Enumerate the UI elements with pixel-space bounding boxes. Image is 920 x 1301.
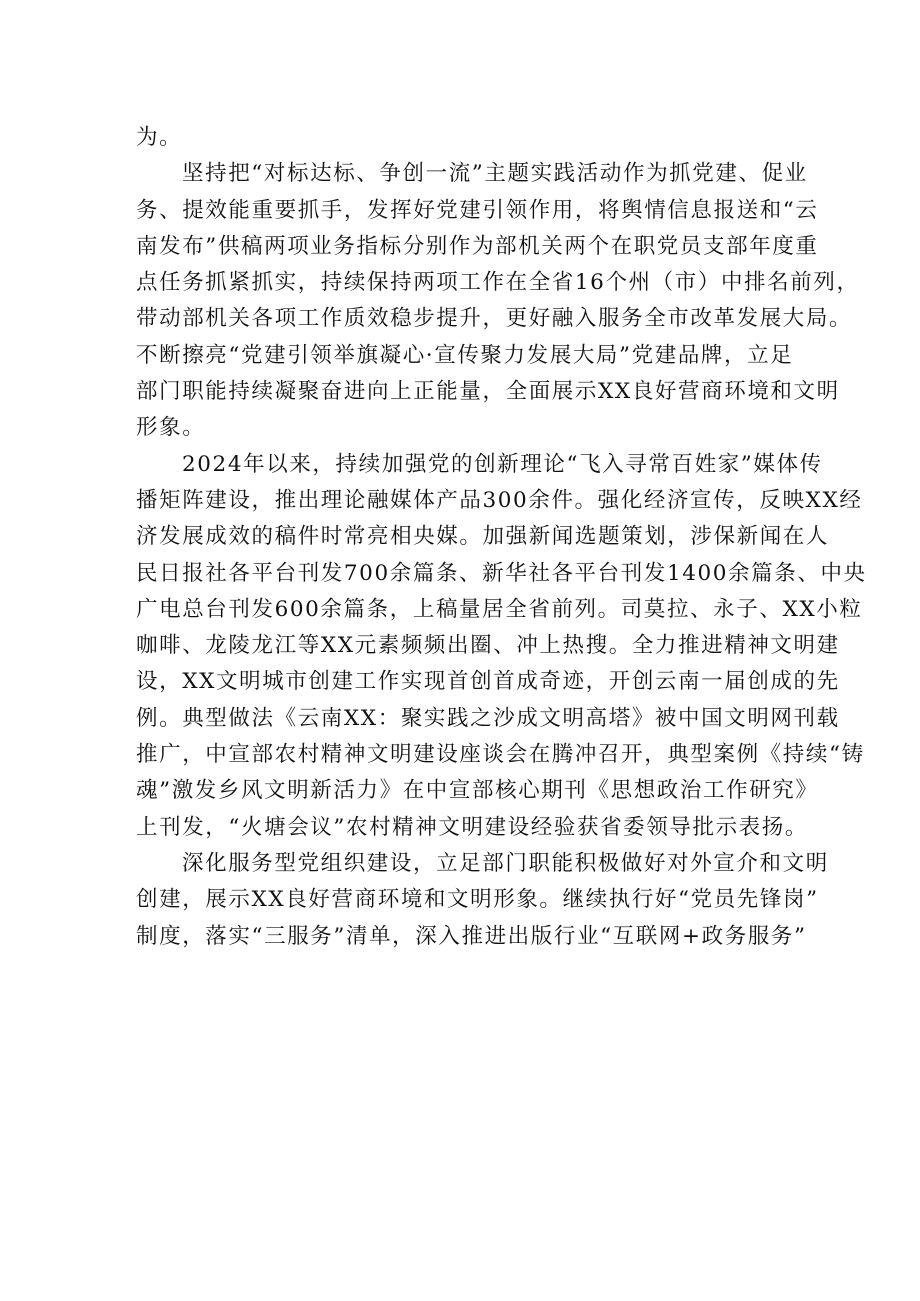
paragraph-1 <box>136 120 796 156</box>
text-line: 带动部机关各项工作质效稳步提升，更好融入服务全市改革发展大局。 <box>136 306 853 332</box>
text-line: 魂”激发乡风文明新活力》在中宣部核心期刊《思想政治工作研究》 <box>136 778 819 804</box>
paragraph-4 <box>136 846 829 955</box>
text-line: 推广，中宣部农村精神文明建设座谈会在腾冲召开，典型案例《持续“铸 <box>136 742 865 768</box>
text-line: 点任务抓紧抓实，持续保持两项工作在全省16个州（市）中排名前列， <box>136 270 860 296</box>
text-line: 务、提效能重要抓手，发挥好党建引领作用，将舆情信息报送和“云 <box>136 197 819 223</box>
text-line: 创建，展示XX良好营商环境和文明形象。继续执行好“党员先锋岗” <box>136 887 819 913</box>
text-line: 形象。 <box>136 415 206 441</box>
text-line: 民日报社各平台刊发700余篇条、新华社各平台刊发1400余篇条、中央 <box>136 560 867 586</box>
text-line: 上刊发，“火塘会议”农村精神文明建设经验获省委领导批示表扬。 <box>136 814 808 840</box>
text-line: 南发布”供稿两项业务指标分别作为部机关两个在职党员支部年度重 <box>136 233 819 259</box>
text-line: 制度，落实“三服务”清单，深入推进出版行业“互联网+政务服务” <box>136 923 807 949</box>
text-line: 例。典型做法《云南XX：聚实践之沙成文明高塔》被中国文明网刊载 <box>136 705 840 731</box>
text-line: 广电总台刊发600余篇条，上稿量居全省前列。司莫拉、永子、XX小粒 <box>136 596 863 622</box>
paragraph-2 <box>136 156 860 446</box>
text-line: 为。 <box>136 125 183 150</box>
paragraph-3 <box>136 447 867 846</box>
text-line: 不断擦亮“党建引领举旗凝心·宣传聚力发展大局”党建品牌，立足 <box>136 342 794 368</box>
text-line: 设，XX文明城市创建工作实现首创首成奇迹，开创云南一届创成的先 <box>136 669 840 695</box>
text-line: 济发展成效的稿件时常亮相央媒。加强新闻选题策划，涉保新闻在人 <box>136 524 830 550</box>
text-line: 咖啡、龙陵龙江等XX元素频频出圈、冲上热搜。全力推进精神文明建 <box>136 633 840 659</box>
document-body <box>136 120 867 955</box>
text-line: 坚持把“对标达标、争创一流”主题实践活动作为抓党建、促业 <box>182 161 808 187</box>
text-line: 深化服务型党组织建设，立足部门职能积极做好对外宣介和文明 <box>182 850 829 876</box>
text-line: 部门职能持续凝聚奋进向上正能量，全面展示XX良好营商环境和文明 <box>136 379 840 405</box>
text-line: 播矩阵建设，推出理论融媒体产品300余件。强化经济宣传，反映XX经 <box>136 487 863 513</box>
text-line: 2024年以来，持续加强党的创新理论“飞入寻常百姓家”媒体传 <box>182 451 823 477</box>
